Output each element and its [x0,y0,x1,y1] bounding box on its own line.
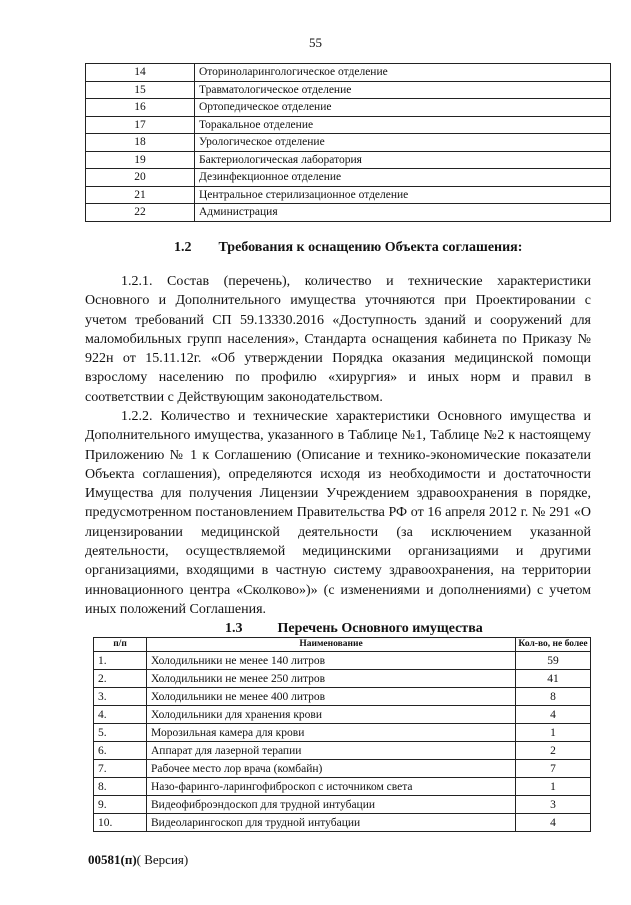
document-footer [88,852,188,868]
section-heading [225,621,483,637]
departments-table [85,63,611,222]
document-version: ( Версия) [136,852,189,867]
table-row [86,116,611,134]
item-quantity: 4 [516,706,591,724]
paragraph-1-2-2 [85,407,591,619]
header-num: п/п [94,638,147,652]
table-row [94,706,591,724]
dept-number: 21 [86,186,195,204]
dept-name: Урологическое отделение [195,134,611,152]
table-row [94,760,591,778]
item-name: Холодильники не менее 250 литров [147,670,516,688]
item-name: Холодильники не менее 400 литров [147,688,516,706]
table-row [94,814,591,832]
paragraph-text: 1.2.1. Состав (перечень), количество и технические характеристики Основного и Дополнительного имущества уточняются при Проектировании с учетом требований СП 59.13330.2016 «Доступность зданий и сооружений для маломобильных групп населения», Стандарта оснащения кабинета по Приказу № 922н от 15.11.12г. «Об утверждении Порядка оказания медицинской помощи взрослому населению по профилю «хирургия» и иных норм и правил в соответствии с Действующим законодательством. [85,274,591,405]
item-quantity: 59 [516,652,591,670]
section-heading [174,240,522,256]
item-number: 6. [94,742,147,760]
item-quantity: 1 [516,778,591,796]
table-row [86,169,611,187]
item-number: 5. [94,724,147,742]
item-name: Видеофиброэндоскоп для трудной интубации [147,796,516,814]
paragraph-text: 1.2.2. Количество и технические характеристики Основного имущества и Дополнительного имущества, указанного в Таблице №1, Таблице №2 к настоящему Приложению № 1 к Соглашению (Описание и технико-экономические показатели Объекта соглашения), определяются исходя из необходимости и достаточности Имущества для получения Лицензии Учреждением здравоохранения в порядке, предусмотренном постановлением Правительства РФ от 16 апреля 2012 г. № 291 «О лицензировании медицинской деятельности (за исключением указанной деятельности, осуществляемой медицинскими организациями и другими организациями, входящими в частную систему здравоохранения, на территории инновационного центра «Сколково»)» (с изменениями и дополнениями) с учетом иных положений Соглашения. [85,409,591,617]
table-row [86,134,611,152]
table-row [94,724,591,742]
item-name: Видеоларингоскоп для трудной интубации [147,814,516,832]
item-number: 3. [94,688,147,706]
section-title: Требования к оснащению Объекта соглашения: [218,240,523,255]
table-row [94,778,591,796]
table-row [86,64,611,82]
dept-name: Торакальное отделение [195,116,611,134]
section-number: 1.2 [174,240,192,255]
document-code: 00581(п) [88,852,137,867]
item-number: 8. [94,778,147,796]
item-name: Морозильная камера для крови [147,724,516,742]
dept-number: 17 [86,116,195,134]
dept-number: 16 [86,99,195,117]
table-row [86,81,611,99]
header-name: Наименование [147,638,516,652]
dept-name: Бактериологическая лаборатория [195,151,611,169]
dept-name: Оториноларингологическое отделение [195,64,611,82]
item-quantity: 3 [516,796,591,814]
equipment-table [93,637,591,832]
dept-number: 22 [86,204,195,222]
table-row [86,204,611,222]
item-name: Рабочее место лор врача (комбайн) [147,760,516,778]
table-row [94,742,591,760]
item-quantity: 1 [516,724,591,742]
table-row [94,670,591,688]
item-number: 1. [94,652,147,670]
table-row [94,652,591,670]
dept-name: Дезинфекционное отделение [195,169,611,187]
dept-number: 14 [86,64,195,82]
item-name: Назо-фаринго-ларингофиброскоп с источником света [147,778,516,796]
table-header-row [94,638,591,652]
dept-number: 19 [86,151,195,169]
table-row [86,151,611,169]
section-number: 1.3 [225,621,243,636]
dept-number: 15 [86,81,195,99]
dept-number: 18 [86,134,195,152]
item-quantity: 2 [516,742,591,760]
dept-name: Ортопедическое отделение [195,99,611,117]
dept-name: Администрация [195,204,611,222]
item-number: 7. [94,760,147,778]
table-row [86,99,611,117]
header-qty: Кол-во, не более [516,638,591,652]
paragraph-1-2-1 [85,272,591,407]
item-number: 10. [94,814,147,832]
item-name: Аппарат для лазерной терапии [147,742,516,760]
dept-number: 20 [86,169,195,187]
item-quantity: 7 [516,760,591,778]
item-number: 4. [94,706,147,724]
page-number: 55 [309,35,322,50]
dept-name: Центральное стерилизационное отделение [195,186,611,204]
dept-name: Травматологическое отделение [195,81,611,99]
item-number: 9. [94,796,147,814]
item-number: 2. [94,670,147,688]
section-title: Перечень Основного имущества [277,621,483,636]
item-quantity: 41 [516,670,591,688]
item-name: Холодильники для хранения крови [147,706,516,724]
table-row [94,796,591,814]
item-quantity: 8 [516,688,591,706]
item-quantity: 4 [516,814,591,832]
table-row [86,186,611,204]
item-name: Холодильники не менее 140 литров [147,652,516,670]
table-row [94,688,591,706]
